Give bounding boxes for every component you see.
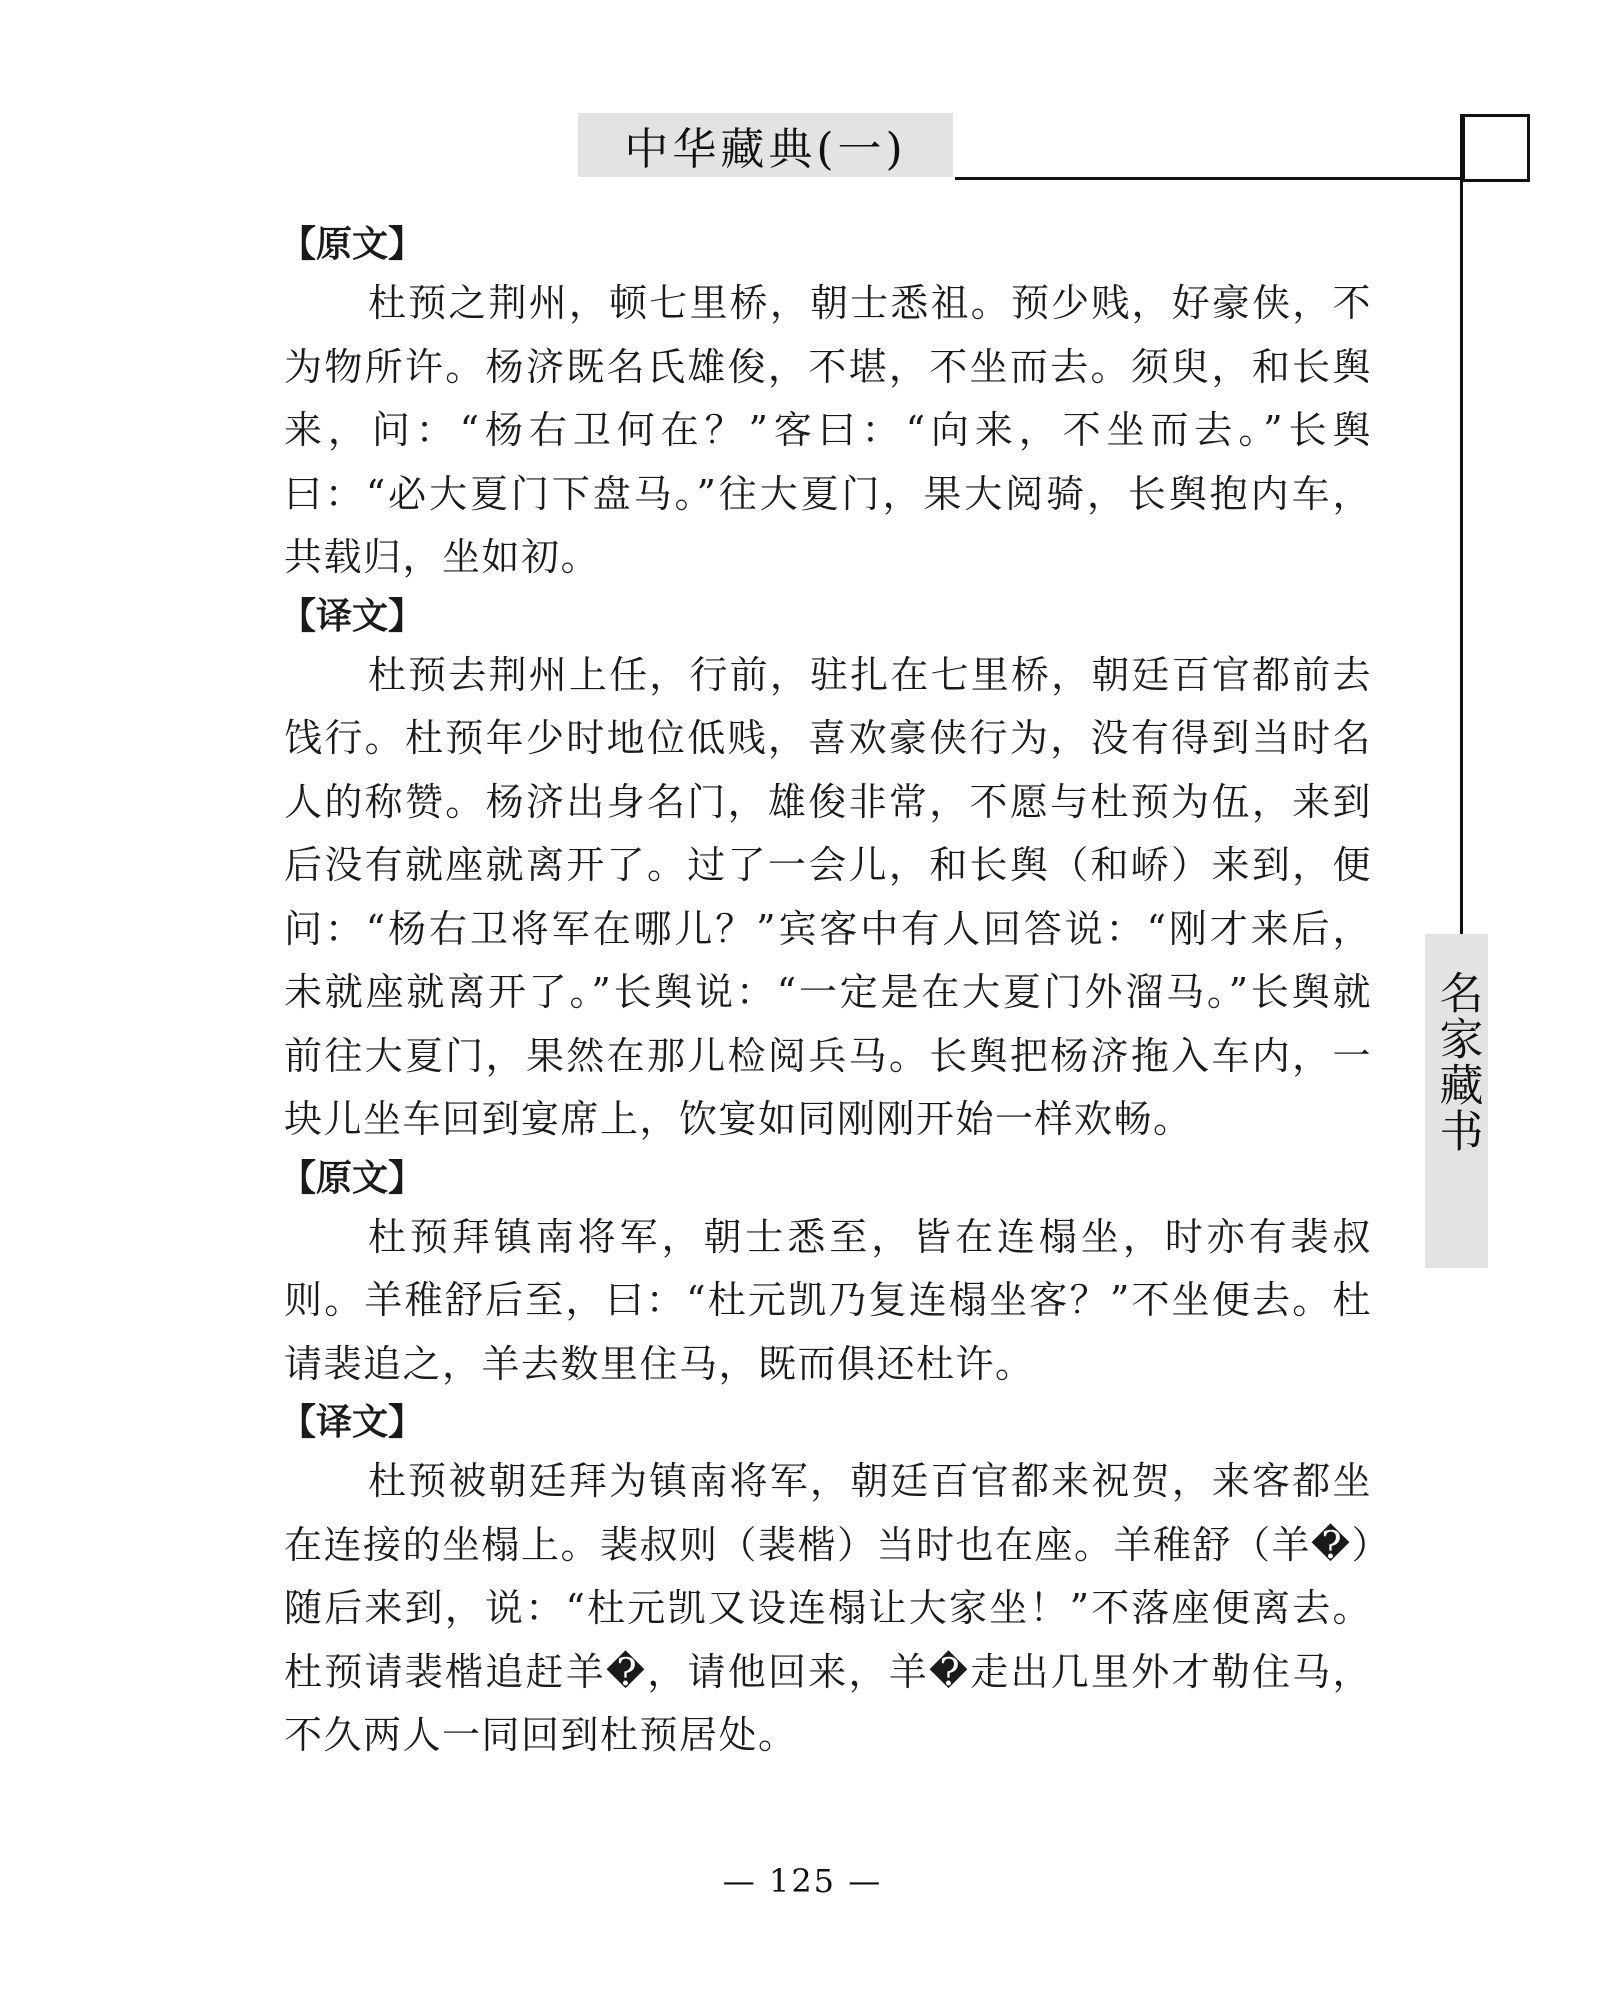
section-heading-original-2: 【原文】 [280,1157,425,1199]
section-heading-original-1: 【原文】 [280,224,425,265]
side-tab-label: 名家藏书 [1431,970,1483,1154]
page-number: — 125 — [722,1862,883,1900]
section-text-translation-2: 杜预被朝廷拜为镇南将军，朝廷百官都来祝贺，来客都坐在连接的坐榻上。裴叔则（裴楷）当时也在座。羊稚舒（羊�）随后来到，说：“杜元凯又设连榻让大家坐！”不落座便离去。杜预请裴楷追赶羊�，请他回来，羊�走出几里外才勒住马，不久两人一同回到杜预居处。 [284,1459,1372,1757]
book-title-header [578,113,953,177]
header-rule [955,177,1463,180]
corner-box-ornament [1462,114,1530,182]
page-body [280,218,1372,1768]
side-tab [1425,934,1488,1268]
section-heading-translation-1: 【译文】 [280,595,425,637]
book-title: 中华藏典(一) [624,124,907,175]
section-text-translation-1: 杜预去荆州上任，行前，驻扎在七里桥，朝廷百官都前去饯行。杜预年少时地位低贱，喜欢豪侠行为，没有得到当时名人的称赞。杨济出身名门，雄俊非常，不愿与杜预为伍，来到后没有就座就离开了。过了一会儿，和长舆（和峤）来到，便问：“杨右卫将军在哪儿？”宾客中有人回答说：“刚才来后，未就座就离开了。”长舆说：“一定是在大夏门外溜马。”长舆就前往大夏门，果然在那儿检阅兵马。长舆把杨济拖入车内，一块儿坐车回到宴席上，饮宴如同刚刚开始一样欢畅。 [284,652,1372,1141]
side-rule [1460,114,1463,934]
section-text-original-1: 杜预之荆州，顿七里桥，朝士悉祖。预少贱，好豪侠，不为物所许。杨济既名氏雄俊，不堪，不坐而去。须臾，和长舆来，问：“杨右卫何在？”客曰：“向来，不坐而去。”长舆曰：“必大夏门下盘马。”往大夏门，果大阅骑，长舆抱内车，共载归，坐如初。 [284,281,1372,579]
section-text-original-2: 杜预拜镇南将军，朝士悉至，皆在连榻坐，时亦有裴叔则。羊稚舒后至，曰：“杜元凯乃复连榻坐客？”不坐便去。杜请裴追之，羊去数里住马，既而俱还杜许。 [284,1214,1372,1386]
section-heading-translation-2: 【译文】 [280,1402,425,1443]
